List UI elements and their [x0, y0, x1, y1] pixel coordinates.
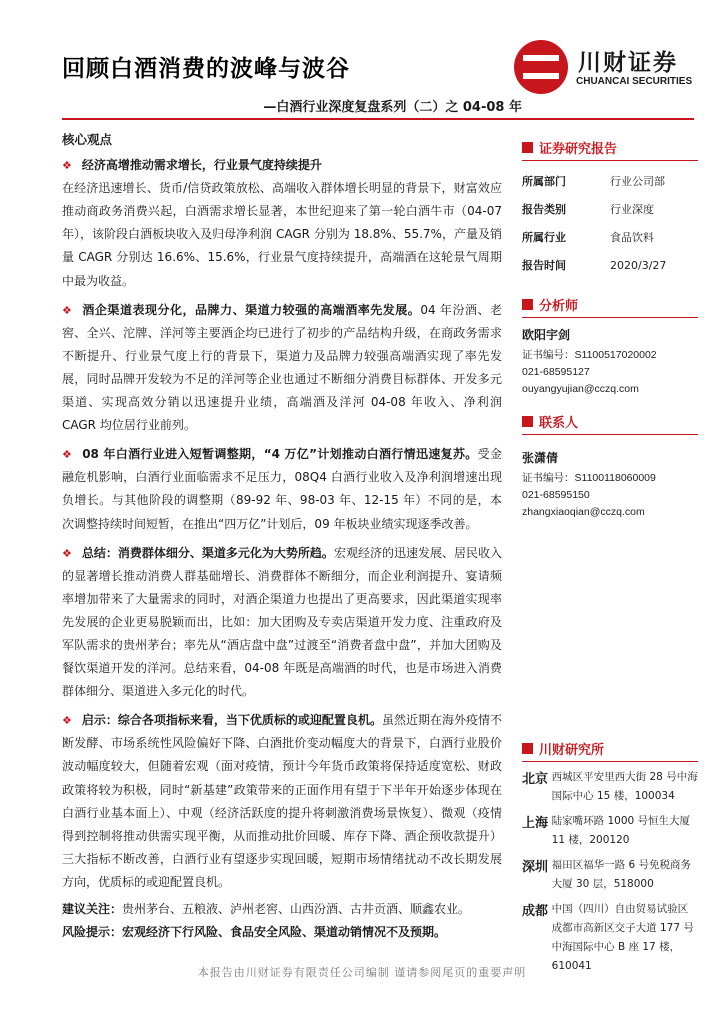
info-row: 报告类别 行业深度 — [522, 203, 654, 216]
section-lead: 酒企渠道表现分化，品牌力、渠道力较强的高端酒率先发展。 — [82, 302, 421, 317]
report-title: 回顾白酒消费的波峰与波谷 — [62, 56, 350, 82]
contact-phone: 021-68595150 — [522, 489, 590, 501]
section-body: 04 年汾酒、老窖、全兴、沱牌、洋河等主要酒企均已进行了初步的产品结构升级，在商政务需求不断提升、行业景气度上行的背景下，渠道力及品牌力较强高端酒实现了率先发展，同时品牌开发较为不足的洋河等企业也通过不断细分消费目标群体、开发多元渠道、实现高效分销以迅速提升业绩，高端酒及洋河 04-08 年收入、净利润 CAGR 均位居行业前列。 — [62, 302, 502, 433]
contact-name: 张潇倩 — [522, 451, 559, 465]
section-body: 受金融危机影响，白酒行业面临需求不足压力，08Q4 白酒行业收入及净利润增速出现负增长。与其他阶段的调整期（89-92 年、98-03 年、12-15 年）不同的是，本次调整持续时间短暂，在推出“四万亿”计划后，09 年板块业绩实现逐季改善。 — [62, 447, 502, 531]
report-subtitle: —白酒行业深度复盘系列（二）之 04-08 年 — [263, 100, 522, 115]
section-lead: 总结：消费群体细分、渠道多元化为大势所趋。 — [81, 545, 334, 560]
logo-name: 川财证券 — [578, 50, 678, 76]
red-square-icon — [522, 743, 533, 754]
logo-mark-icon — [514, 40, 568, 94]
sidebar-divider — [522, 434, 698, 435]
report-info-heading: 证券研究报告 — [522, 136, 698, 158]
analyst-cert: 证书编号：S1100517020002 — [522, 349, 657, 361]
risk-warning — [62, 921, 502, 944]
office-chengdu: 成都 中国（四川）自由贸易试验区成都市高新区交子大道 177 号中海国际中心 B 座 17 楼，610041 — [522, 903, 694, 972]
red-square-icon — [522, 142, 533, 153]
section-4 — [62, 542, 502, 704]
section-5 — [62, 709, 502, 894]
recommendation-label: 建议关注： — [62, 902, 123, 916]
diamond-bullet-icon: ❖ — [62, 546, 72, 560]
office-shenzhen: 深圳 福田区福华一路 6 号免税商务大厦 30 层，518000 — [522, 859, 692, 890]
analyst-name: 欧阳宇剑 — [522, 328, 571, 342]
section-1 — [62, 154, 502, 293]
institute-heading: 川财研究所 — [522, 737, 698, 759]
header-divider — [62, 118, 694, 120]
info-row: 所属行业 食品饮料 — [522, 231, 654, 244]
diamond-bullet-icon: ❖ — [62, 303, 73, 317]
contact-cert: 证书编号：S1100118060009 — [522, 472, 656, 484]
office-beijing: 北京 西城区平安里西大街 28 号中海国际中心 15 楼，100034 — [522, 771, 698, 802]
section-lead: 08 年白酒行业进入短暂调整期，“4 万亿”计划推动白酒行情迅速复苏。 — [82, 447, 478, 462]
diamond-bullet-icon: ❖ — [62, 448, 73, 462]
sidebar-divider — [522, 761, 698, 762]
sidebar-divider — [522, 160, 698, 161]
diamond-bullet-icon: ❖ — [62, 714, 72, 728]
section-2 — [62, 299, 502, 438]
core-views-title: 核心观点 — [62, 132, 113, 147]
section-lead: 启示：综合各项指标来看，当下优质标的或迎配置良机。 — [81, 713, 382, 728]
sidebar-divider — [522, 317, 698, 318]
section-body: 虽然近期在海外疫情不断发酵、市场系统性风险偏好下降、白酒批价变动幅度大的背景下，白酒行业股价波动幅度较大，但随着宏观（面对疫情，预计今年货币政策将保持适度宽松、财政政策将较为积极，同时“新基建”政策带来的正面作用有望于下半年开始逐步体现在白酒行业基本面上）、中观（经济活跃度的提升将刺激消费场景恢复）、微观（疫情得到控制将推动供需实现平衡，从而推动批价回暖、库存下降、酒企预收款提升）三大指标不断改善，白酒行业有望逐步实现回暖，短期市场情绪扰动不改长期发展方向，优质标的或迎配置良机。 — [62, 713, 502, 889]
analyst-email[interactable]: ouyangyujian@cczq.com — [522, 383, 639, 395]
logo-english: CHUANCAI SECURITIES — [576, 76, 693, 87]
contact-email[interactable]: zhangxiaoqian@cczq.com — [522, 506, 645, 518]
section-3 — [62, 443, 502, 535]
risk-label: 风险提示： — [62, 925, 123, 940]
office-shanghai: 上海 陆家嘴环路 1000 号恒生大厦 11 楼，200120 — [522, 815, 691, 846]
page-footer: 本报告由川财证券有限责任公司编制 谨请参阅尾页的重要声明 — [197, 966, 527, 979]
red-square-icon — [522, 299, 533, 310]
analyst-heading: 分析师 — [522, 293, 698, 315]
info-row: 所属部门 行业公司部 — [522, 175, 665, 188]
recommendation-text: 贵州茅台、五粮液、泸州老窖、山西汾酒、古井贡酒、顺鑫农业。 — [122, 902, 471, 916]
recommendation — [62, 898, 502, 921]
main-content — [62, 128, 502, 944]
analyst-phone: 021-68595127 — [522, 366, 590, 378]
section-heading: 经济高增推动需求增长，行业景气度持续提升 — [81, 158, 322, 173]
sidebar — [522, 136, 698, 982]
contact-heading: 联系人 — [522, 410, 698, 432]
section-body: 在经济迅速增长、货币/信贷政策放松、高端收入群体增长明显的背景下，财富效应推动商政务消费兴起，白酒需求增长显著，本世纪迎来了第一轮白酒牛市（04-07 年），该阶段白酒板块收入及归母净利润 CAGR 分别为 18.8%、55.7%，产量及销量 CAGR 分别达 16.6%、15.6%，行业景气度持续提升，高端酒在这轮景气周期中最为收益。 — [62, 181, 502, 288]
diamond-bullet-icon: ❖ — [62, 159, 72, 173]
risk-text: 宏观经济下行风险、食品安全风险、渠道动销情况不及预期。 — [122, 925, 447, 940]
logo — [514, 38, 694, 98]
section-body: 宏观经济的迅速发展、居民收入的显著增长推动消费人群基础增长、消费群体不断细分，而企业利润提升、宴请频率增加带来了大量需求的同时，对酒企渠道力也提出了更高要求，因此渠道实现率先发展的企业更易脱颖而出，比如：加大团购及专卖店渠道开发力度、注重政府及军队需求的贵州茅台；率先从“酒店盘中盘”过渡至“消费者盘中盘”，并加大团购及餐饮渠道开发的洋河。总结来看，04-08 年既是高端酒的时代，也是市场进入消费群体细分、渠道进入多元化的时代。 — [62, 545, 502, 699]
info-row: 报告时间 2020/3/27 — [522, 258, 667, 272]
red-square-icon — [522, 416, 533, 427]
